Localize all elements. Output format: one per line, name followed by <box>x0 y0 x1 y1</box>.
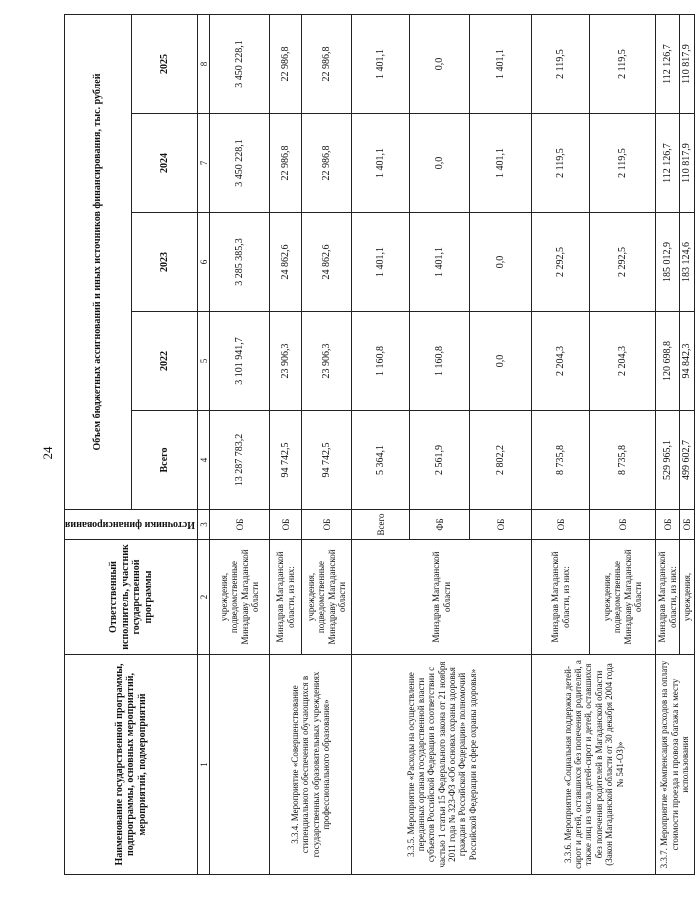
source-cell: ОБ <box>302 510 352 540</box>
executor-cell: учреждения, подведомственные Минздраву Магаданской области <box>302 540 352 655</box>
header-source <box>65 510 198 540</box>
name-cell: 3.3.4. Мероприятие «Совершенствование стипендиального обеспечения обучающихся в государственных образовательных учреждениях профессионального образования» <box>270 655 352 875</box>
table-row <box>270 15 302 875</box>
name-cell: 3.3.7. Мероприятие «Компенсация расходов на оплату стоимости проезда и провоза багажа к месту использования <box>656 655 694 875</box>
index-cell: 6 <box>198 213 210 312</box>
value-cell: 0,0 <box>470 213 532 312</box>
source-cell: ФБ <box>410 510 470 540</box>
header-year: 2024 <box>131 114 198 213</box>
table-row <box>352 15 410 875</box>
total-cell: 499 602,7 <box>680 411 695 510</box>
page-number: 24 <box>40 446 55 460</box>
value-cell: 1 401,1 <box>352 213 410 312</box>
value-cell: 2 119,5 <box>532 15 590 114</box>
executor-cell: Минздрав Магаданской области, из них: <box>270 540 302 655</box>
value-cell: 1 160,8 <box>410 312 470 411</box>
value-cell: 23 906,3 <box>302 312 352 411</box>
value-cell: 2 204,3 <box>590 312 656 411</box>
value-cell: 112 126,7 <box>656 114 680 213</box>
header-volume: Объем бюджетных ассигнований и иных источников финансирования, тыс. рублей <box>65 15 132 510</box>
total-cell: 94 742,5 <box>302 411 352 510</box>
value-cell: 1 401,1 <box>352 114 410 213</box>
value-cell: 110 817,9 <box>680 15 695 114</box>
value-cell: 0,0 <box>410 15 470 114</box>
financing-table <box>64 14 695 875</box>
name-cell: 3.3.5. Мероприятие «Расходы на осуществление переданных органам государственной власти субъектов Российской Федерации в соответствии с частью 1 статьи 15 Федерального закона от 21 ноября 2011 года № 323-ФЗ «Об основах охраны здоровья граждан в Российской Федерации» полномочий Российской Федерации в сфере охраны здоровья» <box>352 655 532 875</box>
value-cell: 1 401,1 <box>410 213 470 312</box>
index-cell: 3 <box>198 510 210 540</box>
value-cell: 120 698,8 <box>656 312 680 411</box>
index-cell: 2 <box>198 540 210 655</box>
header-executor: Ответственный исполнитель, участник государственной программы <box>65 540 198 655</box>
value-cell: 22 986,8 <box>270 15 302 114</box>
value-cell: 0,0 <box>470 312 532 411</box>
value-cell: 22 986,8 <box>270 114 302 213</box>
index-cell: 4 <box>198 411 210 510</box>
executor-cell: учреждения, подведомственные Минздраву Магаданской области <box>210 540 270 655</box>
value-cell: 2 119,5 <box>532 114 590 213</box>
header-year: 2023 <box>131 213 198 312</box>
header-year: 2025 <box>131 15 198 114</box>
header-year: 2022 <box>131 312 198 411</box>
value-cell: 2 292,5 <box>590 213 656 312</box>
source-cell: ОБ <box>656 510 680 540</box>
total-cell: 8 735,8 <box>590 411 656 510</box>
header-name: Наименование государственной программы, подпрограммы, основных мероприятий, мероприятий, подмероприятий <box>65 655 198 875</box>
value-cell: 2 292,5 <box>532 213 590 312</box>
total-cell: 13 287 783,2 <box>210 411 270 510</box>
executor-cell: учреждения, <box>680 540 695 655</box>
value-cell: 1 401,1 <box>352 15 410 114</box>
value-cell: 0,0 <box>410 114 470 213</box>
value-cell: 1 401,1 <box>470 15 532 114</box>
table-row <box>656 15 680 875</box>
value-cell: 24 862,6 <box>302 213 352 312</box>
total-cell: 529 965,1 <box>656 411 680 510</box>
executor-cell: Минздрав Магаданской области, из них: <box>532 540 590 655</box>
source-cell: ОБ <box>590 510 656 540</box>
value-cell: 22 986,8 <box>302 114 352 213</box>
name-cell <box>210 655 270 875</box>
executor-cell: Минздрав Магаданской области <box>352 540 532 655</box>
value-cell: 3 285 385,3 <box>210 213 270 312</box>
source-cell: ОБ <box>210 510 270 540</box>
value-cell: 3 450 228,1 <box>210 114 270 213</box>
total-cell: 5 364,1 <box>352 411 410 510</box>
header-total: Всего <box>131 411 198 510</box>
value-cell: 183 124,6 <box>680 213 695 312</box>
value-cell: 2 204,3 <box>532 312 590 411</box>
index-cell: 7 <box>198 114 210 213</box>
value-cell: 1 401,1 <box>470 114 532 213</box>
total-cell: 2 561,9 <box>410 411 470 510</box>
source-cell: ОБ <box>680 510 695 540</box>
total-cell: 2 802,2 <box>470 411 532 510</box>
total-cell: 94 742,5 <box>270 411 302 510</box>
name-cell: 3.3.6. Мероприятие «Социальная поддержка детей-сирот и детей, оставшихся без попечения родителей, а также лиц из числа детей-сирот и детей, оставшихся без попечения родителей в Магаданской области (Закон Магаданской области от 30 декабря 2004 года № 541-ОЗ)» <box>532 655 656 875</box>
total-cell: 8 735,8 <box>532 411 590 510</box>
executor-cell: учреждения, подведомственные Минздраву Магаданской области <box>590 540 656 655</box>
source-cell: ОБ <box>470 510 532 540</box>
value-cell: 112 126,7 <box>656 15 680 114</box>
value-cell: 3 101 941,7 <box>210 312 270 411</box>
source-cell: ОБ <box>532 510 590 540</box>
source-cell: ОБ <box>270 510 302 540</box>
value-cell: 110 817,9 <box>680 114 695 213</box>
value-cell: 94 842,3 <box>680 312 695 411</box>
value-cell: 23 906,3 <box>270 312 302 411</box>
value-cell: 3 450 228,1 <box>210 15 270 114</box>
rotated-table-container <box>64 15 693 875</box>
table-row <box>210 15 270 875</box>
index-cell: 8 <box>198 15 210 114</box>
value-cell: 2 119,5 <box>590 15 656 114</box>
header-source-text: Источники финансирования <box>65 519 195 531</box>
value-cell: 24 862,6 <box>270 213 302 312</box>
value-cell: 185 012,9 <box>656 213 680 312</box>
value-cell: 22 986,8 <box>302 15 352 114</box>
source-cell: Всего <box>352 510 410 540</box>
table-row <box>532 15 590 875</box>
executor-cell: Минздрав Магаданской области, из них: <box>656 540 680 655</box>
value-cell: 1 160,8 <box>352 312 410 411</box>
index-cell: 5 <box>198 312 210 411</box>
index-cell: 1 <box>198 655 210 875</box>
value-cell: 2 119,5 <box>590 114 656 213</box>
